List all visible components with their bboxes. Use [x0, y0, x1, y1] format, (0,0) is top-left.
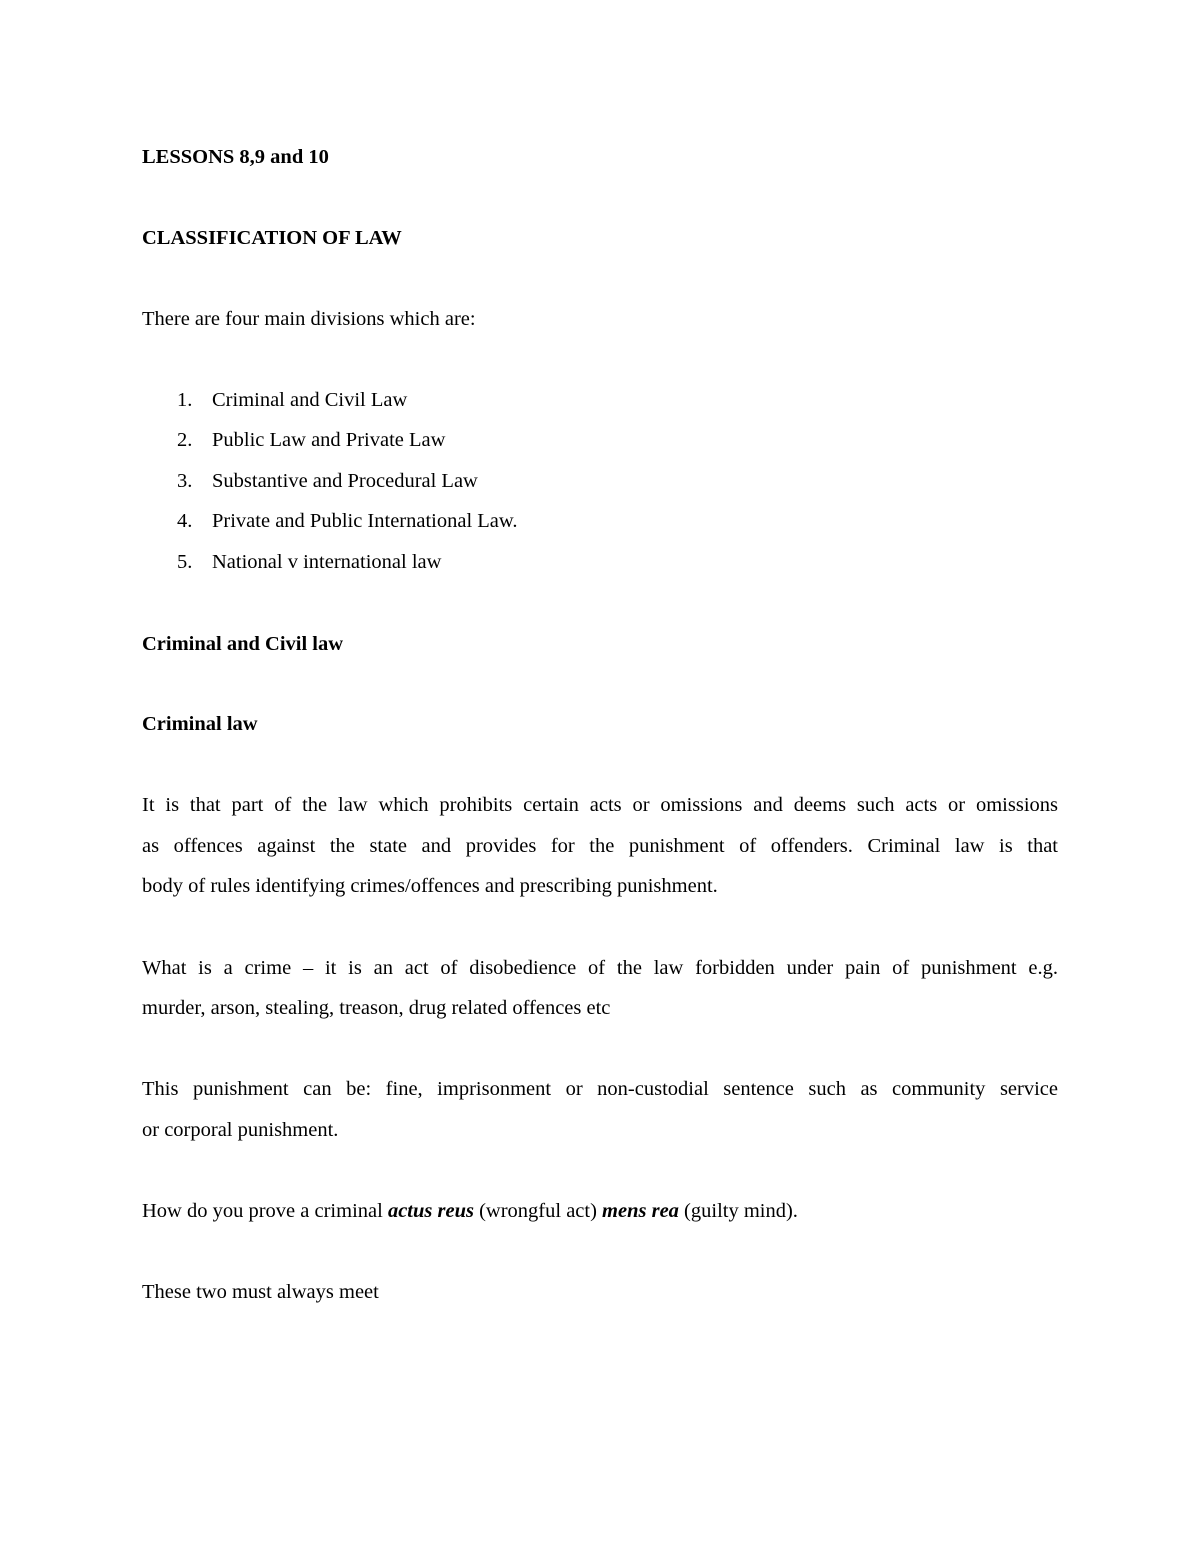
proof-text: (guilty mind).	[678, 1200, 798, 1222]
paragraph-line: It is that part of the law which prohibits certain acts or omissions and deems such acts or omissions	[142, 794, 1058, 816]
subsection-heading: Criminal law	[142, 713, 258, 735]
paragraph-line: This punishment can be: fine, imprisonment or non-custodial sentence such as community service	[142, 1078, 1058, 1100]
paragraph-line: murder, arson, stealing, treason, drug related offences etc	[142, 997, 611, 1019]
list-item-number: 3.	[177, 470, 193, 492]
list-item-text: Criminal and Civil Law	[212, 389, 408, 411]
intro-paragraph: There are four main divisions which are:	[142, 308, 476, 330]
list-item-text: Private and Public International Law.	[212, 510, 518, 532]
list-item-text: Public Law and Private Law	[212, 429, 446, 451]
paragraph-line: body of rules identifying crimes/offences and prescribing punishment.	[142, 875, 718, 897]
paragraph-line: or corporal punishment.	[142, 1119, 339, 1141]
classification-heading: CLASSIFICATION OF LAW	[142, 227, 402, 249]
proof-paragraph	[142, 1197, 798, 1225]
actus-reus-term: actus reus	[387, 1200, 474, 1222]
list-item-number: 1.	[177, 389, 193, 411]
paragraph-line: What is a crime – it is an act of disobedience of the law forbidden under pain of punishment e.g.	[142, 957, 1058, 979]
list-item-text: National v international law	[212, 551, 442, 573]
proof-text: (wrongful act)	[473, 1200, 603, 1222]
section-heading: Criminal and Civil law	[142, 633, 344, 655]
list-item-text: Substantive and Procedural Law	[212, 470, 478, 492]
paragraph-line: as offences against the state and provides for the punishment of offenders. Criminal law is that	[142, 835, 1058, 857]
list-item-number: 5.	[177, 551, 193, 573]
list-item-number: 4.	[177, 510, 193, 532]
closing-paragraph: These two must always meet	[142, 1281, 379, 1303]
lessons-heading: LESSONS 8,9 and 10	[142, 146, 329, 168]
list-item-number: 2.	[177, 429, 193, 451]
proof-text: How do you prove a criminal	[142, 1200, 388, 1222]
mens-rea-term: mens rea	[602, 1200, 679, 1222]
